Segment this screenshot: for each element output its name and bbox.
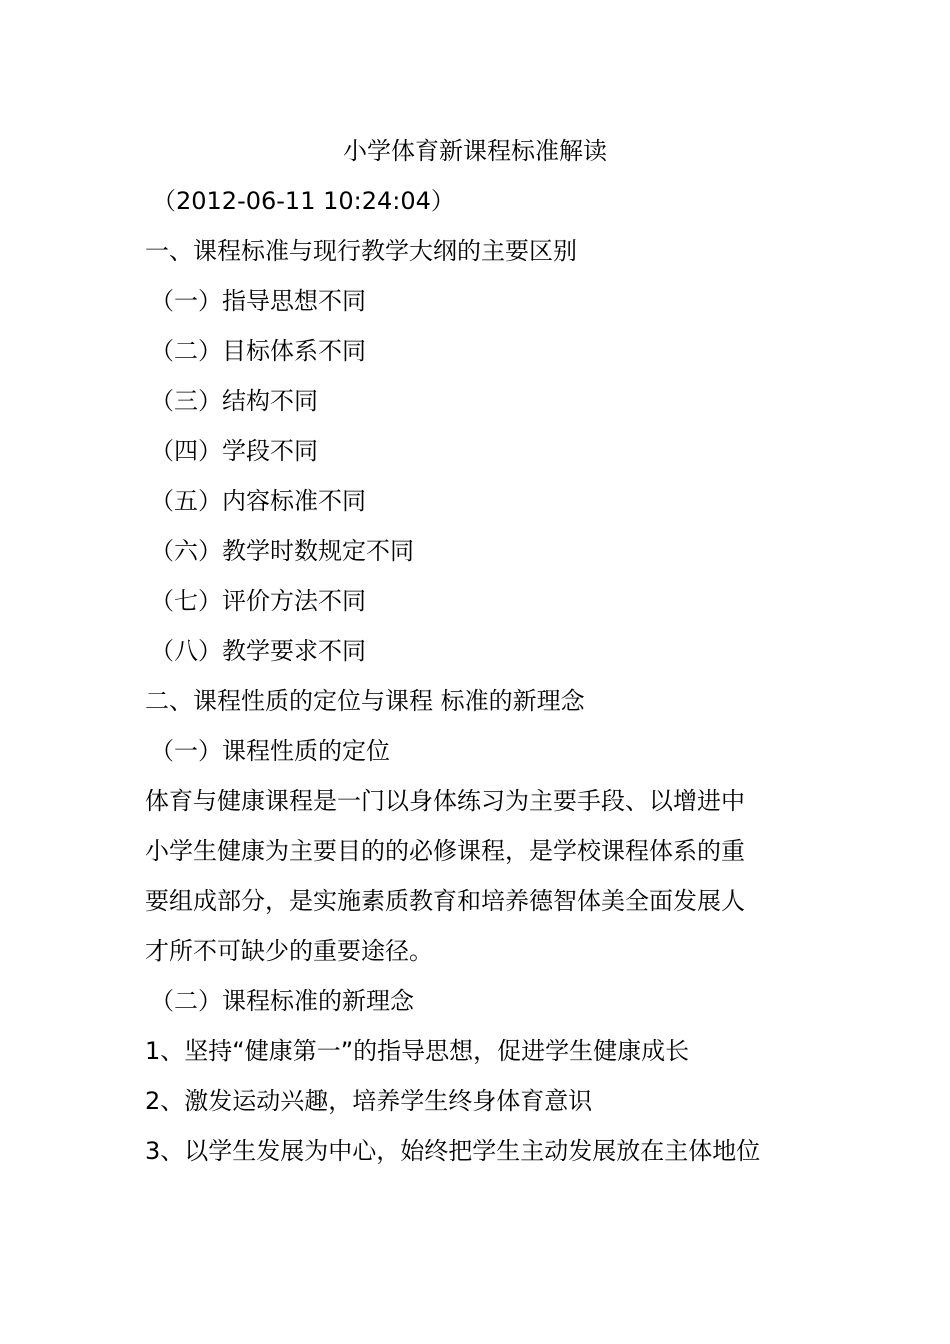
list-item: （一）指导思想不同 (150, 287, 366, 315)
list-item: （七）评价方法不同 (150, 587, 366, 615)
list-item: （八）教学要求不同 (150, 637, 366, 665)
list-item: （三）结构不同 (150, 387, 318, 415)
document-datetime: （2012-06-11 10:24:04） (152, 187, 455, 215)
list-item: （六）教学时数规定不同 (150, 537, 414, 565)
list-item: （二）目标体系不同 (150, 337, 366, 365)
list-item: 2、激发运动兴趣，培养学生终身体育意识 (145, 1087, 593, 1115)
subsection-heading: （一）课程性质的定位 (150, 737, 390, 765)
list-item: （五）内容标准不同 (150, 487, 366, 515)
paragraph-line: 要组成部分，是实施素质教育和培养德智体美全面发展人 (145, 887, 745, 915)
document-title: 小学体育新课程标准解读 (343, 137, 607, 165)
paragraph-line: 小学生健康为主要目的的必修课程，是学校课程体系的重 (145, 837, 745, 865)
list-item: （四）学段不同 (150, 437, 318, 465)
list-item: 3、以学生发展为中心，始终把学生主动发展放在主体地位 (145, 1137, 761, 1165)
paragraph-line: 体育与健康课程是一门以身体练习为主要手段、以增进中 (145, 787, 745, 815)
section-heading-1: 一、课程标准与现行教学大纲的主要区别 (145, 237, 577, 265)
list-item: 1、坚持“健康第一”的指导思想，促进学生健康成长 (145, 1037, 690, 1065)
subsection-heading: （二）课程标准的新理念 (150, 987, 414, 1015)
paragraph-line: 才所不可缺少的重要途径。 (145, 937, 433, 965)
section-heading-2: 二、课程性质的定位与课程 标准的新理念 (145, 687, 585, 715)
